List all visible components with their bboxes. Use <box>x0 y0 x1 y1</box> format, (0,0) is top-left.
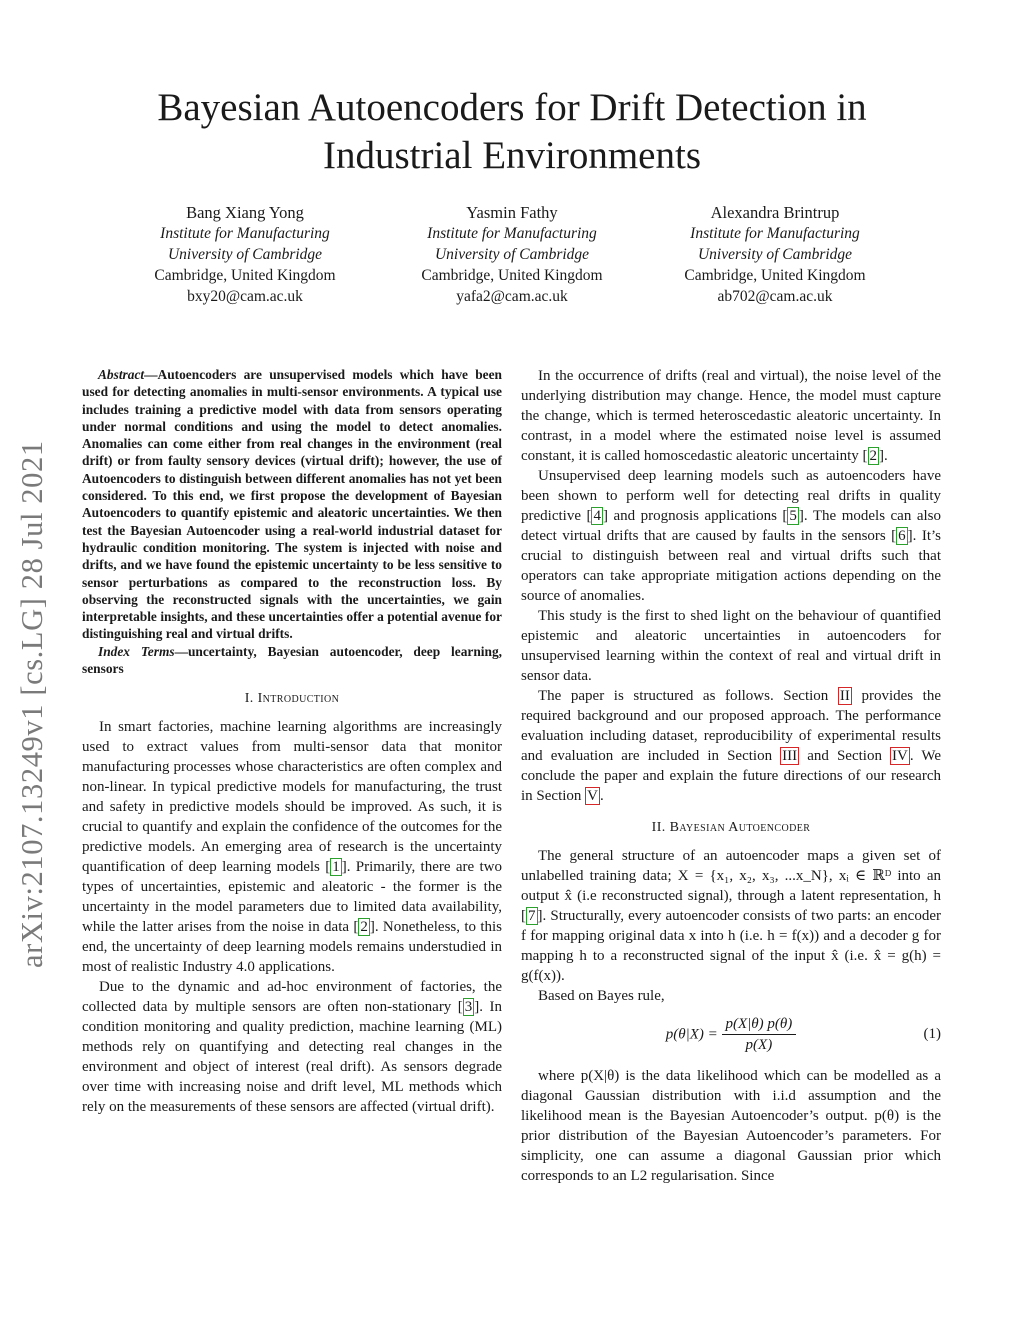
citation-link[interactable]: 7 <box>528 908 536 924</box>
paragraph: In the occurrence of drifts (real and virtual), the noise level of the underlying distribution may change. Hence, the model must capture the change, which is termed heteroscedastic aleatoric uncertainty. In contrast, in a model where the estimated noise level is assumed constant, it is called homoscedastic aleatoric uncertainty [ 2 ]. <box>521 368 941 464</box>
equation-lhs: p(θ|X) = <box>665 1026 722 1043</box>
index-terms-label: Index Terms <box>98 643 175 659</box>
author-block <box>372 202 652 307</box>
author-email: yafa2@cam.ac.uk <box>456 288 568 305</box>
paragraph: where p(X|θ) is the data likelihood which can be modelled as a diagonal Gaussian distribution with i.i.d assumption and the likelihood mean is the Bayesian Autoencoder’s output. p(θ) is the prior distribution of the Bayesian Autoencoder’s parameters. For simplicity, one can assume a diagonal Gaussian prior which corresponds to an L2 regularisation. Since <box>521 1068 941 1184</box>
paragraph: This study is the first to shed light on the behaviour of quantified epistemic and aleatoric uncertainties in autoencoders for unsupervised learning within the context of real and virtual drift in sensor data. <box>521 608 941 684</box>
author-email: bxy20@cam.ac.uk <box>187 288 303 305</box>
author-name: Bang Xiang Yong <box>186 203 304 222</box>
author-university: University of Cambridge <box>434 246 590 263</box>
paragraph: The general structure of an autoencoder maps a given set of unlabelled training data; X = {x₁, x₂, x₃, ...x_N}, xᵢ ∈ ℝᴰ into an output x̂ (i.e reconstructed signal), through a latent representation, h [ 7 ]. Structurally, every autoencoder consists of two parts: an encoder f for mapping original data x into h (i.e. h = f(x)) and a decoder g for mapping h to a reconstructed signal of the input x̂ (i.e. x̂ = g(h) = g(f(x)). <box>521 848 941 984</box>
index-terms-text: —uncertainty, Bayesian autoencoder, deep learning, sensors <box>82 643 503 677</box>
author-institute: Institute for Manufacturing <box>160 225 330 242</box>
section-heading-bayesian-autoencoder: II. Bayesian Autoencoder <box>651 820 811 835</box>
citation-link[interactable]: 2 <box>360 919 368 936</box>
paper-title: Bayesian Autoencoders for Drift Detection in Industrial Environments <box>157 86 867 177</box>
author-institute: Institute for Manufacturing <box>690 225 860 242</box>
paragraph: The paper is structured as follows. Section II provides the required background and our proposed approach. The performance evaluation including dataset, reproducibility of experimental results and evaluation are included in Section III and Section IV . We conclude the paper and explain the future directions of our research in Section V . <box>521 688 942 804</box>
paragraph: Based on Bayes rule, <box>538 988 665 1004</box>
equation-denominator: p(X) <box>745 1037 773 1053</box>
equation-number: (1) <box>923 1026 941 1042</box>
equation-bayes-rule <box>521 1014 941 1056</box>
author-name: Alexandra Brintrup <box>710 203 840 222</box>
arxiv-identifier: arXiv:2107.13249v1 [cs.LG] 28 Jul 2021 <box>15 440 49 968</box>
abstract-text: —Autoencoders are unsupervised models which have been used for detecting anomalies in multi-sensor environments. A typical use includes training a predictive model with data from sensors operating under normal conditions and using the model to detect anomalies. Anomalies can come either from real changes in the environment (real drift) or from faulty sensory devices (virtual drift); however, the use of Autoencoders to distinguish between different anomalies has not yet been considered. To this end, we first propose the development of Bayesian Autoencoders to quantify epistemic and aleatoric uncertainties. We then test the Bayesian Autoencoder using a real-world industrial dataset for hydraulic condition monitoring. The system is injected with noise and drifts, and we have found the epistemic uncertainty to be less sensitive to sensor perturbations as compared to the reconstruction loss. By observing the reconstructed signals with the uncertainties, we gain interpretable insights, and these uncertainties offer a potential avenue for distinguishing real and virtual drifts. <box>82 367 502 642</box>
abstract-label: Abstract <box>98 367 145 382</box>
author-email: ab702@cam.ac.uk <box>717 288 833 305</box>
author-university: University of Cambridge <box>697 246 853 263</box>
author-university: University of Cambridge <box>167 246 323 263</box>
left-column <box>82 366 502 1117</box>
citation-link[interactable]: 3 <box>464 999 473 1016</box>
author-institute: Institute for Manufacturing <box>427 225 597 242</box>
section-link[interactable]: II <box>839 688 850 704</box>
section-link[interactable]: III <box>782 748 798 764</box>
section-link[interactable]: V <box>587 788 599 804</box>
paragraph: Due to the dynamic and ad-hoc environment of factories, the collected data by multiple sensors are often non-stationary [ 3 ]. In condition monitoring and quality prediction, machine learning (ML) methods rely on quantifying and detecting real changes in the environment and object of interest (real drift). As sensors degrade over time with increasing noise and drift level, ML methods which rely on the measurements of these sensors are affected (virtual drift). <box>82 979 502 1116</box>
section-link[interactable]: IV <box>892 748 908 764</box>
citation-link[interactable]: 6 <box>898 528 906 544</box>
citation-link[interactable]: 1 <box>332 859 340 876</box>
author-location: Cambridge, United Kingdom <box>154 267 336 284</box>
equation-fraction <box>722 1014 797 1055</box>
citation-link[interactable]: 5 <box>789 508 797 524</box>
index-terms <box>82 643 502 678</box>
section-heading-introduction: I. Introduction <box>244 691 340 707</box>
author-location: Cambridge, United Kingdom <box>684 267 866 284</box>
author-block <box>105 202 385 307</box>
citation-link[interactable]: 2 <box>869 448 878 464</box>
paragraph: In smart factories, machine learning algorithms are increasingly used to extract values from multi-sensor data that monitor manufacturing processes whose characteristics are often complex and non-linear. In typical predictive models for manufacturing, the trust and safety in predictive models should be improved. As such, it is crucial to quantify and explain the confidence of the outcomes for the predictive models. An emerging area of research is the uncertainty quantification of deep learning models [ 1 ]. Primarily, there are two types of uncertainties, epistemic and aleatoric - the former is the uncertainty in the model parameters due to limited data availability, while the latter arises from the noise in data [ 2 ]. Nonetheless, to this end, the uncertainty of deep learning models remains understudied in most of realistic Industry 4.0 applications. <box>82 719 502 976</box>
equation-numerator: p(X|θ) p(θ) <box>722 1014 797 1035</box>
citation-link[interactable]: 4 <box>593 508 601 524</box>
author-name: Yasmin Fathy <box>466 203 558 222</box>
author-block <box>635 202 915 307</box>
author-location: Cambridge, United Kingdom <box>421 267 603 284</box>
right-column <box>521 366 941 1186</box>
abstract <box>82 366 502 643</box>
paragraph: Unsupervised deep learning models such as autoencoders have been shown to perform well for detecting real drifts in quality predictive [ 4 ] and prognosis applications [ 5 ]. The models can also detect virtual drifts that are caused by faults in the sensors [ 6 ]. It’s crucial to distinguish between real and virtual drifts such that operators can take appropriate mitigation actions depending on the source of anomalies. <box>521 468 941 604</box>
